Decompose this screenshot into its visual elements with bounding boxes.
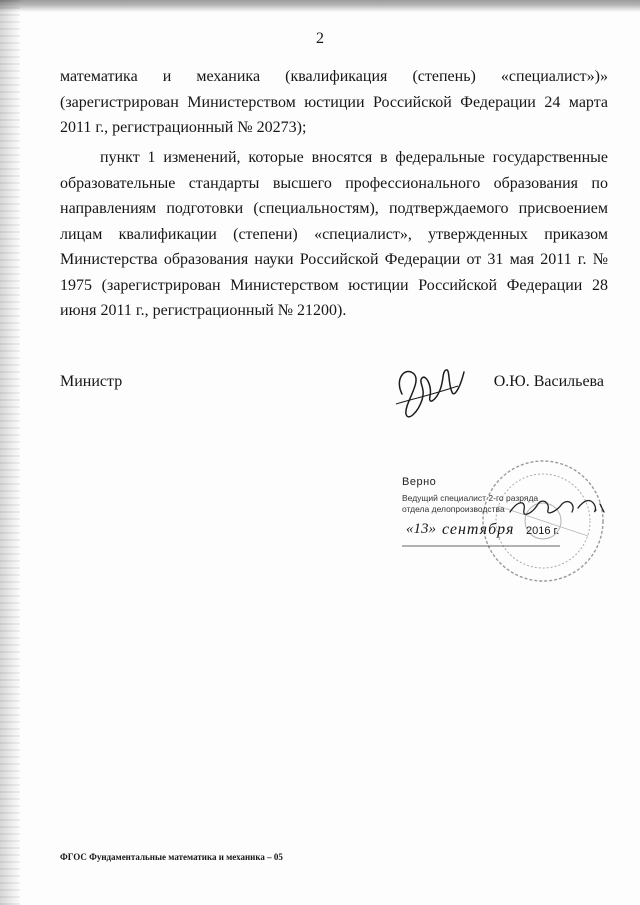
scan-left-edge [0,0,20,905]
certification-verified-label: Верно [402,476,437,488]
certification-block [400,474,610,564]
position-title: Министр [60,373,123,390]
certifier-position: Ведущий специалист 2-го разряда [402,493,539,503]
certifier-signature [400,474,610,564]
page-number: 2 [316,30,324,47]
paragraph-amendment-item: пункт 1 изменений, которые вносятся в федеральные государственные образовательные стандарты высшего профессионального образования по направлениям подготовки (специальностям), подтверждаемого присвоением лицам квалификации (степени) «специалист», утвержденных приказом Министерства образования науки Российской Федерации от 31 мая 2011 г. № 1975 (зарегистрирован Министерством юстиции Российской Федерации 28 июня 2011 г., регистрационный № 21200). [60,149,608,319]
signatory-name: О.Ю. Васильева [493,373,604,390]
certifier-department: отдела делопроизводства [402,504,505,514]
certification-date-day: «13» [406,521,436,537]
paragraph-continuation: математика и механика (квалификация (степень) «специалист»)» (зарегистрирован Министерством юстиции Российской Федерации 24 марта 2011 г., регистрационный № 20273); [60,68,608,136]
minister-signature [388,360,468,424]
footer-note: ФГОС Фундаментальные математика и механика – 05 [60,852,283,862]
scan-top-edge [0,0,640,12]
certification-date-year: 2016 г. [526,525,560,537]
certification-date-month: сентября [442,521,515,538]
